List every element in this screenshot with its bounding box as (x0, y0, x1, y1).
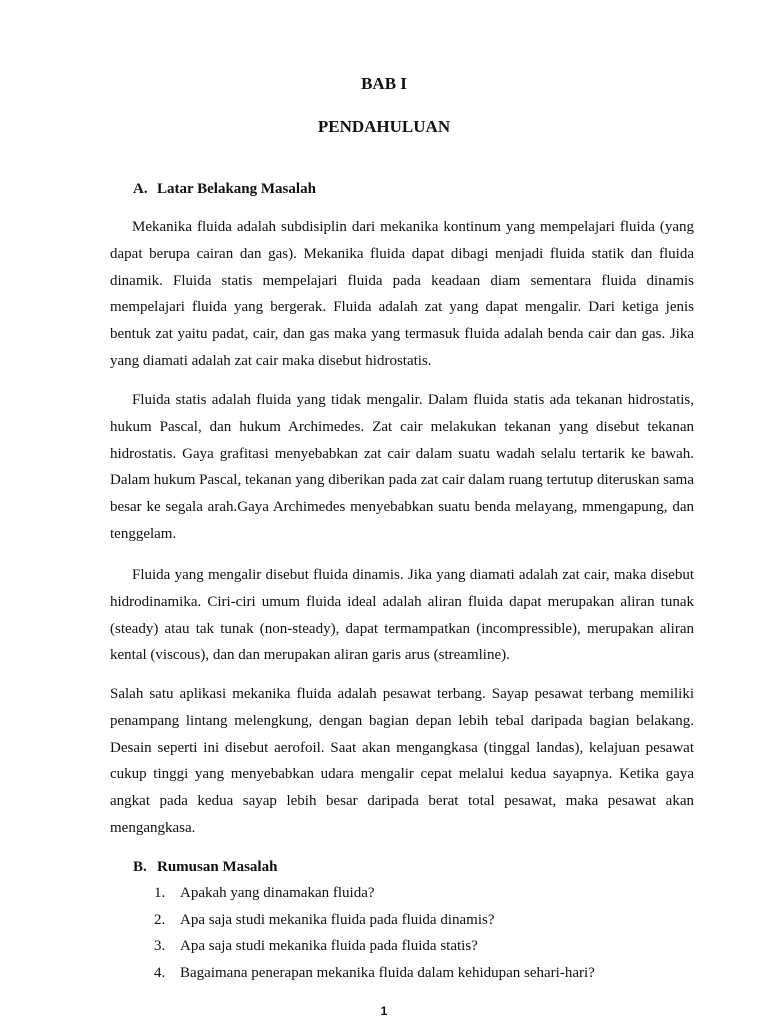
list-item-number: 2. (154, 911, 166, 928)
list-item-text: Apa saja studi mekanika fluida pada fluida statis? (180, 938, 478, 955)
paragraph-3: Fluida yang mengalir disebut fluida dinamis. Jika yang diamati adalah zat cair, maka disebut hidrodinamika. Ciri-ciri umum fluida ideal adalah aliran fluida dapat merupakan aliran tunak (steady) atau tak tunak (non-steady), dapat termampatkan (incompressible), merupakan aliran kental (viscous), dan dan merupakan aliran garis arus (streamline). (110, 567, 694, 664)
list-item (154, 907, 595, 934)
list-item (154, 933, 595, 960)
chapter-number: BAB I (361, 74, 407, 93)
list-item-number: 3. (154, 938, 166, 955)
page-number: 1 (380, 1004, 388, 1018)
list-item-text: Apa saja studi mekanika fluida pada fluida dinamis? (180, 911, 495, 928)
section-a-title: Latar Belakang Masalah (157, 181, 316, 197)
list-item (154, 960, 595, 987)
paragraph-2: Fluida statis adalah fluida yang tidak mengalir. Dalam fluida statis ada tekanan hidrostatis, hukum Pascal, dan hukum Archimedes. Zat cair melakukan tekanan yang disebut tekanan hidrostatis. Gaya grafitasi menyebabkan zat cair dalam suatu wadah selalu tertarik ke bawah. Dalam hukum Pascal, tekanan yang diberikan pada zat cair dalam ruang tertutup diteruskan sama besar ke segala arah.Gaya Archimedes menyebabkan suatu benda melayang, mmengapung, dan tenggelam. (110, 392, 694, 542)
section-b-title: Rumusan Masalah (157, 859, 278, 875)
section-a-heading (133, 181, 316, 198)
section-b-marker: B. (133, 859, 147, 875)
paragraph-1: Mekanika fluida adalah subdisiplin dari mekanika kontinum yang mempelajari fluida (yang dapat berupa cairan dan gas). Mekanika fluida dapat dibagi menjadi fluida statik dan fluida dinamik. Fluida statis mempelajari fluida pada keadaan diam sementara fluida dinamis mempelajari fluida yang bergerak. Fluida adalah zat yang dapat mengalir. Dari ketiga jenis bentuk zat yaitu padat, cair, dan gas maka yang termasuk fluida adalah benda cair dan gas. Jika yang diamati adalah zat cair maka disebut hidrostatis. (110, 219, 694, 369)
problem-list (154, 880, 595, 986)
list-item (154, 880, 595, 907)
section-a-marker: A. (133, 181, 148, 197)
list-item-text: Bagaimana penerapan mekanika fluida dalam kehidupan sehari-hari? (180, 964, 595, 981)
section-b-heading (133, 859, 277, 876)
chapter-title: PENDAHULUAN (317, 117, 451, 136)
paragraph-4: Salah satu aplikasi mekanika fluida adalah pesawat terbang. Sayap pesawat terbang memiliki penampang lintang melengkung, dengan bagian depan lebih tebal daripada bagian belakang. Desain seperti ini disebut aerofoil. Saat akan mengangkasa (tinggal landas), kelajuan pesawat cukup tinggi yang menyebabkan udara mengalir cepat melalui kedua sayapnya. Ketika gaya angkat pada kedua sayap lebih besar daripada berat total pesawat, maka pesawat akan mengangkasa. (110, 686, 694, 836)
list-item-text: Apakah yang dinamakan fluida? (180, 885, 375, 901)
list-item-number: 4. (154, 964, 166, 981)
list-item-number: 1. (154, 885, 166, 901)
